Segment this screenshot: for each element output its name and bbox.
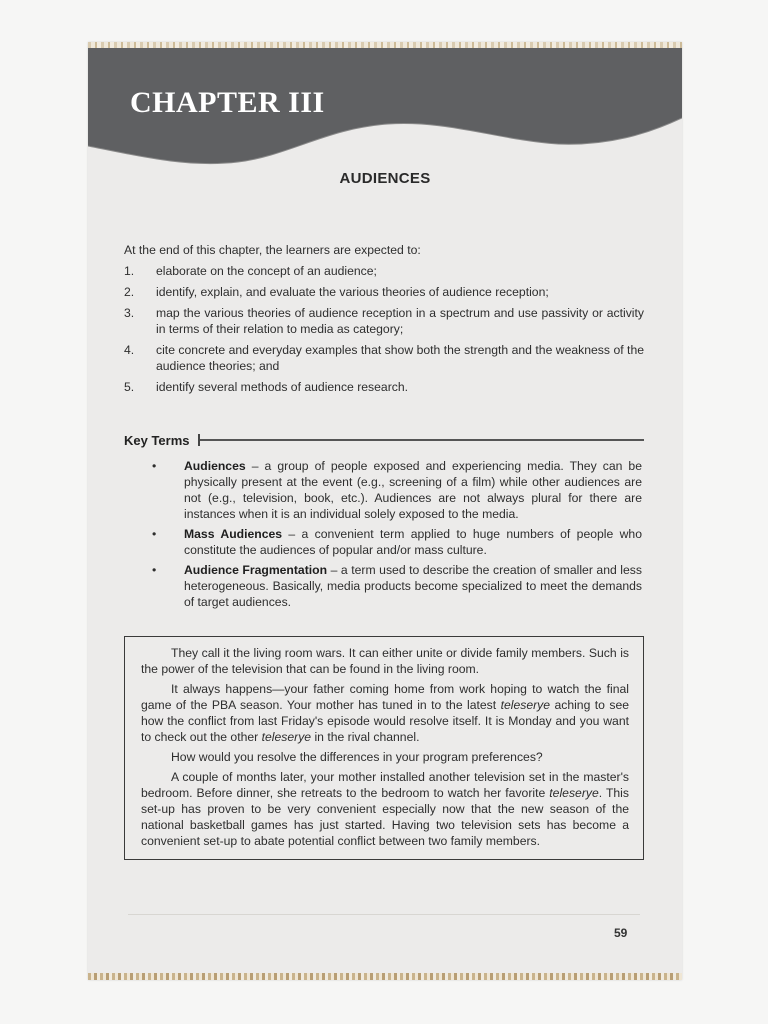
story-box [124,636,644,860]
bullet-icon: • [152,563,157,577]
term-name: Mass Audiences [184,527,283,541]
term-name: Audience Fragmentation [184,563,328,577]
story-paragraph: A couple of months later, your mother installed another television set in the master's bedroom. Before dinner, she retreats to the bedroom to watch her favorite teleserye. This set-up has proven to be very convenient especially now that the new season of the national basketball games has just started. Having two television sets has become a convenient set-up to abate potential conflict between two family members. [141,770,629,848]
bullet-icon: • [152,527,157,541]
bullet-icon: • [152,459,157,473]
term-name: Audiences [184,459,246,473]
objective-item [124,284,644,300]
story-paragraph: It always happens—your father coming home from work hoping to watch the final game of the PBA season. Your mother has tuned in to the latest teleserye aching to see how the conflict from last Friday's episode would resolve itself. It is Monday and you want to check out the other teleserye in the rival channel. [141,682,629,744]
torn-bottom-edge [88,973,682,980]
objective-number: 3. [124,306,135,320]
key-term-item [146,458,642,522]
key-terms-label: Key Terms [124,432,190,448]
term-definition: – a convenient term applied to huge numbers of people who constitute the audiences of popular and/or mass culture. [184,527,642,557]
page-number: 59 [614,926,628,940]
story-paragraph: They call it the living room wars. It can either unite or divide family members. Such is the power of the television that can be found in the living room. [141,646,629,676]
objective-text: identify, explain, and evaluate the various theories of audience reception; [156,285,549,299]
key-terms-heading [124,431,644,449]
section-title: AUDIENCES [339,170,431,187]
key-terms-rule [198,439,644,441]
key-term-item [146,562,642,610]
objective-number: 5. [124,380,135,394]
term-definition: – a group of people exposed and experiencing media. They can be physically present at the event (e.g., screening of a film) while other audiences are not (e.g., television, book, etc.). Audiences are not always plural for there are instances when it is an individual solely exposed to the media. [184,459,642,521]
objective-number: 2. [124,285,135,299]
story-question: How would you resolve the differences in your program preferences? [171,750,543,764]
objective-item [124,263,644,279]
objectives-list [124,263,644,400]
key-term-item [146,526,642,558]
objective-number: 4. [124,343,135,357]
objective-item [124,342,644,374]
objective-text: cite concrete and everyday examples that show both the strength and the weakness of the audience theories; and [156,343,644,373]
chapter-title: CHAPTER III [130,86,325,119]
teleserye-term: teleserye [500,698,551,712]
book-page [88,42,682,980]
objective-text: map the various theories of audience reception in a spectrum and use passivity or activity in terms of their relation to media as category; [156,306,644,336]
teleserye-term: teleserye [261,730,312,744]
objective-text: identify several methods of audience research. [156,380,409,394]
key-terms-list [146,458,642,614]
footer-rule [128,914,640,915]
objective-text: elaborate on the concept of an audience; [156,264,377,278]
teleserye-term: teleserye [549,786,599,800]
objective-item [124,305,644,337]
objective-item [124,379,644,395]
objectives-intro: At the end of this chapter, the learners are expected to: [124,243,421,257]
objective-number: 1. [124,264,135,278]
term-definition: – a term used to describe the creation of smaller and less heterogeneous. Basically, media products become specialized to meet the demands of target audiences. [184,563,642,609]
